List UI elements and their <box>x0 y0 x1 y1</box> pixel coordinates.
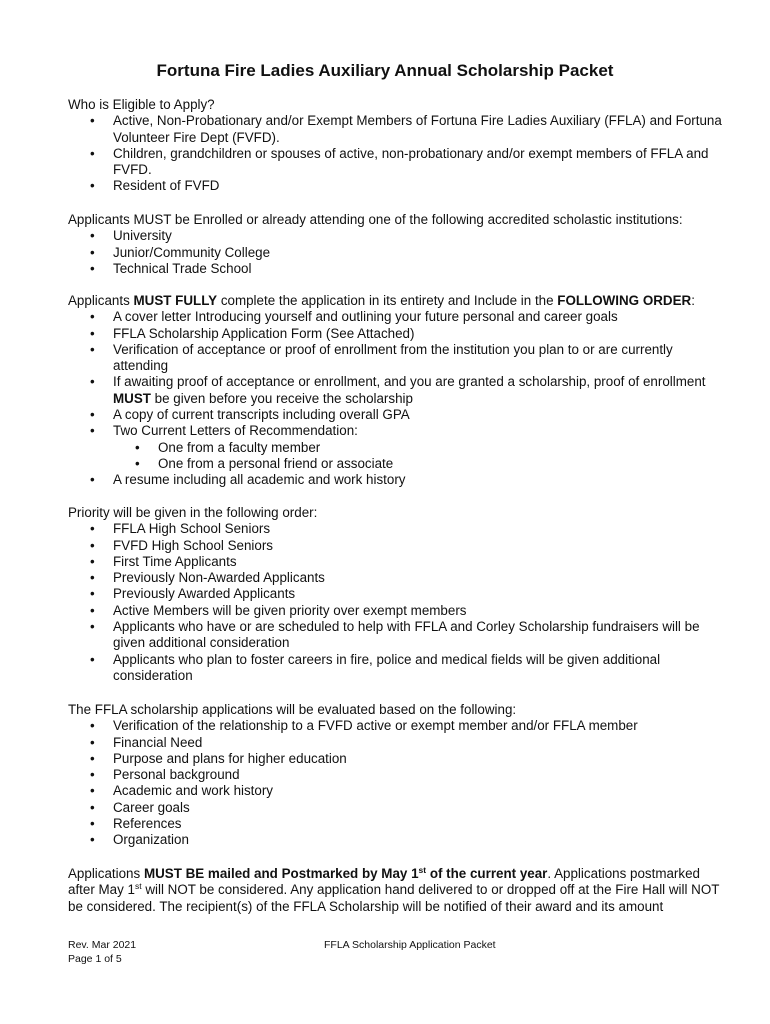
text-run: If awaiting proof of acceptance or enrollment, and you are granted a scholarship, proof of enrollment <box>113 374 706 390</box>
revision-label: Rev. Mar 2021 <box>68 939 137 951</box>
eligibility-heading: Who is Eligible to Apply? <box>68 97 215 112</box>
application-heading <box>68 293 728 309</box>
text-run: will NOT be considered. Any application hand delivered to or dropped off at the Fire Hall will NOT be considered. The recipient(s) of the FFLA Scholarship will be notified of their award and its amount <box>68 882 720 914</box>
list-item: • Verification of the relationship to a FVFD active or exempt member and/or FFLA member <box>68 718 728 734</box>
list-item: • Active Members will be given priority over exempt members <box>68 603 728 619</box>
list-item: • Resident of FVFD <box>68 178 728 194</box>
deadline-section <box>68 866 728 915</box>
emphasis-text <box>144 866 547 881</box>
list-item: • Previously Non-Awarded Applicants <box>68 570 728 586</box>
list-item: • Applicants who plan to foster careers in fire, police and medical fields will be given additional consideration <box>68 652 728 685</box>
list-item: • A cover letter Introducing yourself and outlining your future personal and career goals <box>68 309 728 325</box>
institutions-list <box>68 228 728 277</box>
recommendation-sublist <box>68 440 728 473</box>
institutions-section <box>68 212 728 277</box>
footer-left <box>68 938 136 966</box>
eligibility-list <box>68 113 728 194</box>
priority-list <box>68 521 728 684</box>
page-title: Fortuna Fire Ladies Auxiliary Annual Scholarship Packet <box>156 61 614 80</box>
list-item: • FVFD High School Seniors <box>68 538 728 554</box>
evaluation-list <box>68 718 728 848</box>
list-item: • Career goals <box>68 800 728 816</box>
text-run: be given before you receive the scholarship <box>150 390 413 406</box>
application-section <box>68 293 728 489</box>
text-run: MUST BE mailed and Postmarked by May 1 <box>143 866 419 881</box>
evaluation-section <box>68 702 728 849</box>
list-item: • Previously Awarded Applicants <box>68 586 728 602</box>
list-item: • A copy of current transcripts including overall GPA <box>68 407 728 423</box>
list-item: • Verification of acceptance or proof of enrollment from the institution you plan to or are currently attending <box>68 342 728 375</box>
priority-heading: Priority will be given in the following order: <box>68 505 318 520</box>
list-item: • University <box>68 228 728 244</box>
application-list-continued <box>68 472 728 488</box>
text-run: : <box>691 293 695 308</box>
list-item: • Purpose and plans for higher education <box>68 751 728 767</box>
list-item: • First Time Applicants <box>68 554 728 570</box>
institutions-heading: Applicants MUST be Enrolled or already attending one of the following accredited scholastic institutions: <box>68 212 683 227</box>
priority-section <box>68 505 728 684</box>
sub-list-item: • One from a personal friend or associate <box>68 456 728 472</box>
text-run: Applicants <box>68 293 134 308</box>
text-run: Applications <box>68 866 144 881</box>
footer-title: FFLA Scholarship Application Packet <box>324 939 496 951</box>
deadline-paragraph <box>68 866 728 915</box>
list-item: • Active, Non-Probationary and/or Exempt Members of Fortuna Fire Ladies Auxiliary (FFLA) and Fortuna Volunteer Fire Dept (FVFD). <box>68 113 728 146</box>
list-item: • Junior/Community College <box>68 245 728 261</box>
list-item: • FFLA Scholarship Application Form (See Attached) <box>68 326 728 342</box>
text-run: . Applications postmarked after May 1 <box>68 866 700 898</box>
list-item: • Financial Need <box>68 735 728 751</box>
sub-list-item: • One from a faculty member <box>68 440 728 456</box>
list-item: • Applicants who have or are scheduled to help with FFLA and Corley Scholarship fundraisers will be given additional consideration <box>68 619 728 652</box>
evaluation-heading: The FFLA scholarship applications will be evaluated based on the following: <box>68 702 517 717</box>
text-run: complete the application in its entirety and Include in the <box>217 293 558 308</box>
emphasis-text: MUST FULLY <box>133 293 218 308</box>
superscript: st <box>418 865 427 875</box>
list-item: • Children, grandchildren or spouses of active, non-probationary and/or exempt members of FFLA and FVFD. <box>68 146 728 179</box>
superscript: st <box>134 881 142 892</box>
application-list <box>68 309 728 439</box>
list-item: • A resume including all academic and work history <box>68 472 728 488</box>
page-number: Page 1 of 5 <box>68 953 122 965</box>
list-item <box>68 374 728 407</box>
list-item: • Academic and work history <box>68 783 728 799</box>
list-item: • References <box>68 816 728 832</box>
list-item: • Technical Trade School <box>68 261 728 277</box>
emphasis-text: FOLLOWING ORDER <box>557 293 692 308</box>
eligibility-section <box>68 97 728 195</box>
list-item: • Organization <box>68 832 728 848</box>
text-run: of the current year <box>426 866 548 881</box>
list-item: • Personal background <box>68 767 728 783</box>
emphasis-text: MUST <box>113 390 151 406</box>
list-item: • Two Current Letters of Recommendation: <box>68 423 728 439</box>
list-item: • FFLA High School Seniors <box>68 521 728 537</box>
